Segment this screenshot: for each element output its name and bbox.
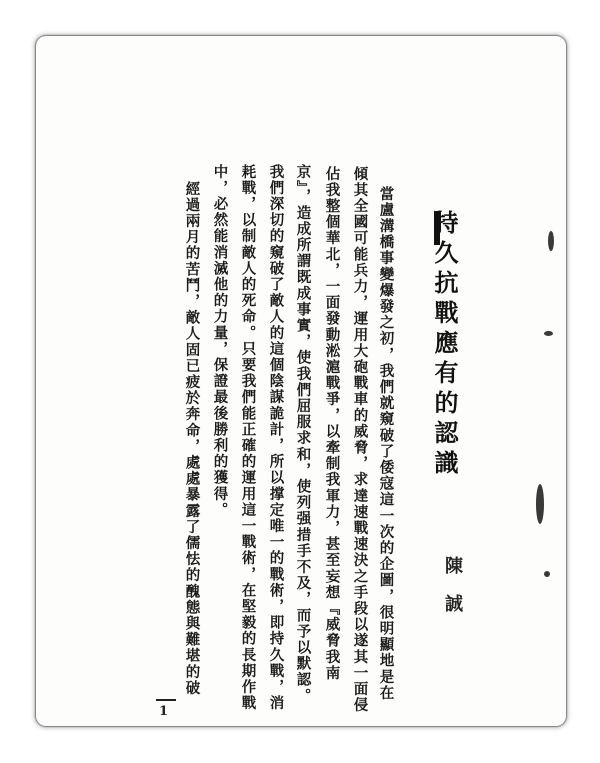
text-column-8: 經過兩月的苦鬥，敵人固已疲於奔命，處處暴露了儒怯的醜態與難堪的破 (183, 181, 201, 697)
scan-speck (544, 331, 553, 336)
text-column-4: 京』，造成所謂既成事實，使我們屈服求和，使列强措手不及，而予以默認。 (294, 164, 312, 705)
text-column-2: 傾其全國可能兵力，運用大砲戰車的威脅，求達速戰速決之手段以遂其一面侵 (351, 166, 369, 714)
text-column-6: 耗戰，以制敵人的死命。只要我們能正確的運用這一戰術，在堅毅的長期作戰 (239, 164, 257, 712)
article-title: 持久抗戰應有的認識 (430, 210, 459, 480)
text-column-1: 當盧溝橋事變爆發之初，我們就窺破了倭寇這一次的企圖，很明顯地是在 (377, 186, 395, 702)
book-page (36, 36, 566, 726)
text-column-7: 中，必然能消滅他的力量，保證最後勝利的獲得。 (211, 164, 229, 519)
text-column-3: 佔我整個華北，一面發動淞滬戰爭，以牽制我軍力，甚至妄想『威脅我南 (323, 166, 341, 682)
scan-speck (544, 571, 550, 577)
text-column-5: 我們深切的窺破了敵人的這個陰謀詭計，所以撑定唯一的戰術，即持久戰，消 (267, 164, 285, 712)
scan-speck (536, 484, 544, 524)
author-name: 陳誠 (442, 556, 463, 632)
scan-speck (548, 231, 554, 251)
page-number: 1 (159, 704, 169, 719)
page-number-rule (156, 699, 176, 701)
